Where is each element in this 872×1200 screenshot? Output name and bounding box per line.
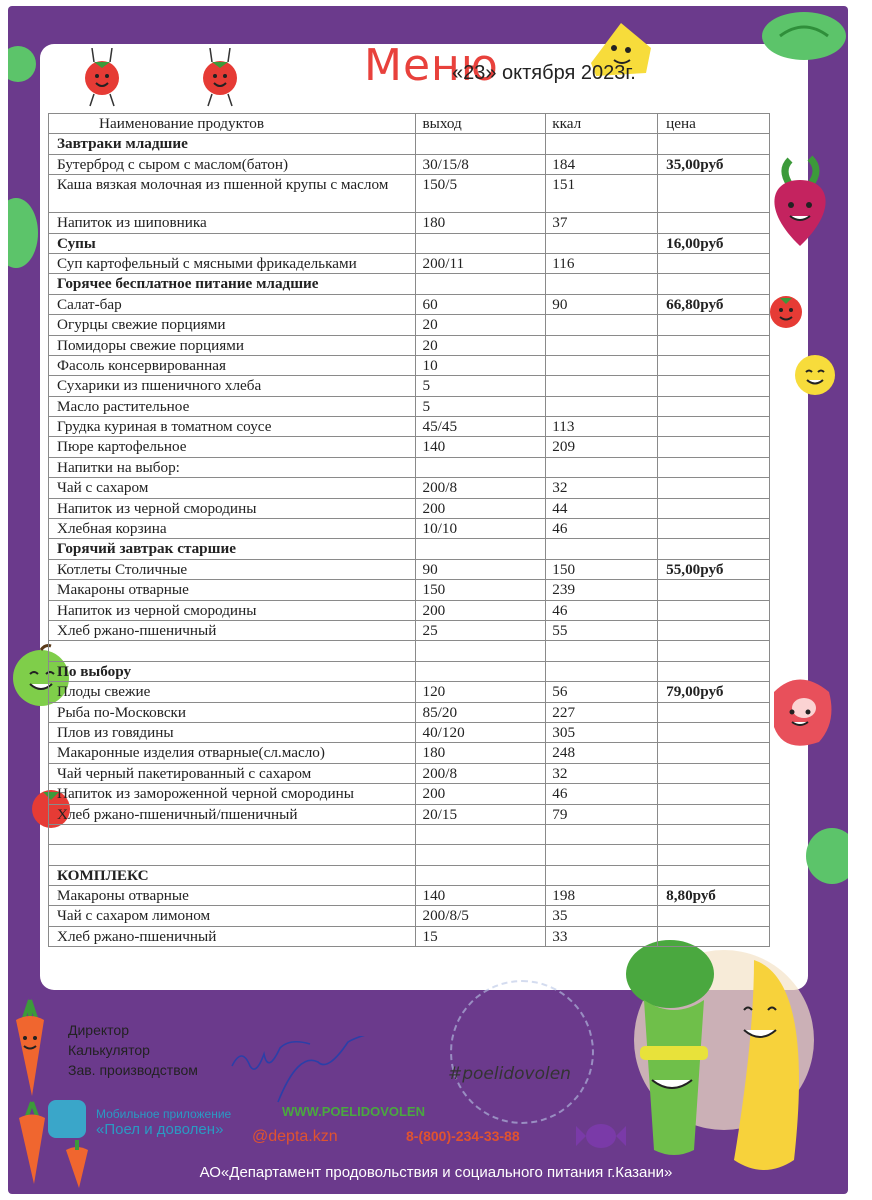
website-link[interactable]: WWW.POELIDOVOLEN <box>282 1104 425 1119</box>
item-price <box>658 784 770 804</box>
item-kcal <box>546 233 658 253</box>
item-kcal <box>546 134 658 154</box>
item-output: 180 <box>416 213 546 233</box>
header-output: выход <box>416 114 546 134</box>
item-kcal: 209 <box>546 437 658 457</box>
organization-name: АО«Департамент продовольствия и социального питания г.Казани» <box>199 1164 673 1181</box>
item-price: 66,80руб <box>658 294 770 314</box>
item-price <box>658 376 770 396</box>
item-name: Напиток из черной смородины <box>49 498 416 518</box>
app-label: Мобильное приложение <box>96 1107 232 1121</box>
item-name: По выбору <box>49 661 416 681</box>
item-kcal: 113 <box>546 417 658 437</box>
table-row <box>49 233 770 253</box>
table-row <box>49 213 770 233</box>
table-row <box>49 886 770 906</box>
item-kcal: 116 <box>546 253 658 273</box>
menu-date: «23» октября 2023г. <box>452 62 636 84</box>
item-price <box>658 355 770 375</box>
item-name <box>49 641 416 661</box>
lettuce-icon <box>8 44 36 84</box>
item-name: Макаронные изделия отварные(сл.масло) <box>49 743 416 763</box>
item-price <box>658 580 770 600</box>
item-name: Напиток из замороженной черной смородины <box>49 784 416 804</box>
item-output: 5 <box>416 376 546 396</box>
item-name: Пюре картофельное <box>49 437 416 457</box>
item-price <box>658 600 770 620</box>
item-kcal <box>546 396 658 416</box>
table-row <box>49 682 770 702</box>
item-kcal: 184 <box>546 154 658 174</box>
item-output: 45/45 <box>416 417 546 437</box>
item-price <box>658 175 770 213</box>
item-name: Плов из говядины <box>49 722 416 742</box>
item-kcal: 37 <box>546 213 658 233</box>
tomato-icon <box>766 290 806 330</box>
table-row <box>49 865 770 885</box>
item-output: 90 <box>416 559 546 579</box>
table-row <box>49 845 770 865</box>
table-row <box>49 926 770 946</box>
lemon-icon <box>792 352 838 398</box>
table-row <box>49 763 770 783</box>
item-price <box>658 478 770 498</box>
item-kcal <box>546 376 658 396</box>
table-row <box>49 743 770 763</box>
stamp <box>450 980 594 1124</box>
instagram-handle[interactable]: @depta.kzn <box>252 1128 338 1145</box>
item-kcal: 198 <box>546 886 658 906</box>
item-price <box>658 417 770 437</box>
phone-number[interactable]: 8-(800)-234-33-88 <box>406 1128 520 1144</box>
item-name: Макароны отварные <box>49 886 416 906</box>
table-row <box>49 134 770 154</box>
item-name: Рыба по-Московски <box>49 702 416 722</box>
item-kcal <box>546 865 658 885</box>
item-kcal <box>546 457 658 477</box>
table-row <box>49 539 770 559</box>
carrot-character-icon <box>10 998 50 1098</box>
item-output: 150/5 <box>416 175 546 213</box>
item-price <box>658 539 770 559</box>
table-row <box>49 396 770 416</box>
item-name: Чай с сахаром лимоном <box>49 906 416 926</box>
item-name: Напиток из шиповника <box>49 213 416 233</box>
mobile-app-promo <box>96 1106 231 1138</box>
item-kcal <box>546 539 658 559</box>
item-price <box>658 498 770 518</box>
header-kcal: ккал <box>546 114 658 134</box>
item-price <box>658 865 770 885</box>
table-row <box>49 437 770 457</box>
item-name: Чай с сахаром <box>49 478 416 498</box>
item-price: 16,00руб <box>658 233 770 253</box>
mobile-app-icon <box>48 1100 86 1138</box>
item-kcal <box>546 315 658 335</box>
item-kcal: 55 <box>546 620 658 640</box>
item-name: Завтраки младшие <box>49 134 416 154</box>
item-price <box>658 722 770 742</box>
item-name: Салат-бар <box>49 294 416 314</box>
item-output <box>416 641 546 661</box>
item-output <box>416 274 546 294</box>
item-price <box>658 763 770 783</box>
table-row <box>49 784 770 804</box>
item-output <box>416 661 546 681</box>
item-name: Напиток из черной смородины <box>49 600 416 620</box>
menu-table <box>48 113 770 947</box>
item-name: КОМПЛЕКС <box>49 865 416 885</box>
item-output: 200 <box>416 600 546 620</box>
item-output <box>416 539 546 559</box>
item-name: Суп картофельный с мясными фрикадельками <box>49 253 416 273</box>
item-price <box>658 845 770 865</box>
table-row <box>49 478 770 498</box>
item-output: 140 <box>416 886 546 906</box>
item-kcal: 46 <box>546 519 658 539</box>
table-row <box>49 702 770 722</box>
item-output <box>416 134 546 154</box>
item-name: Макароны отварные <box>49 580 416 600</box>
hashtag: #poelidovolen <box>448 1064 571 1084</box>
item-name: Грудка куриная в томатном соусе <box>49 417 416 437</box>
item-kcal <box>546 355 658 375</box>
item-kcal: 248 <box>546 743 658 763</box>
item-output: 200/8 <box>416 763 546 783</box>
table-row <box>49 355 770 375</box>
broccoli-banana-characters-icon <box>604 930 840 1188</box>
item-kcal: 150 <box>546 559 658 579</box>
item-name: Котлеты Столичные <box>49 559 416 579</box>
menu-title: Меню <box>364 40 499 91</box>
item-output: 200 <box>416 784 546 804</box>
table-row <box>49 253 770 273</box>
item-kcal: 227 <box>546 702 658 722</box>
item-price <box>658 396 770 416</box>
item-kcal: 46 <box>546 784 658 804</box>
item-price <box>658 743 770 763</box>
item-output: 200/11 <box>416 253 546 273</box>
item-kcal: 79 <box>546 804 658 824</box>
item-price <box>658 804 770 824</box>
role-director: Директор <box>68 1022 129 1038</box>
item-kcal: 35 <box>546 906 658 926</box>
item-price <box>658 253 770 273</box>
table-row <box>49 519 770 539</box>
item-price <box>658 274 770 294</box>
item-output: 5 <box>416 396 546 416</box>
item-price <box>658 519 770 539</box>
item-output: 180 <box>416 743 546 763</box>
item-price: 79,00руб <box>658 682 770 702</box>
item-name: Супы <box>49 233 416 253</box>
table-row <box>49 417 770 437</box>
item-name: Горячее бесплатное питание младшие <box>49 274 416 294</box>
item-output: 10 <box>416 355 546 375</box>
table-row <box>49 175 770 213</box>
signature-roles <box>68 1020 198 1080</box>
table-row <box>49 600 770 620</box>
table-row <box>49 335 770 355</box>
item-output <box>416 824 546 844</box>
item-kcal: 239 <box>546 580 658 600</box>
item-name: Хлеб ржано-пшеничный <box>49 926 416 946</box>
item-name: Горячий завтрак старшие <box>49 539 416 559</box>
item-kcal <box>546 335 658 355</box>
item-output <box>416 845 546 865</box>
item-kcal: 44 <box>546 498 658 518</box>
item-name: Фасоль консервированная <box>49 355 416 375</box>
item-name: Сухарики из пшеничного хлеба <box>49 376 416 396</box>
item-price <box>658 620 770 640</box>
steak-character-icon <box>764 672 834 752</box>
item-price <box>658 437 770 457</box>
item-kcal <box>546 845 658 865</box>
item-output: 200 <box>416 498 546 518</box>
item-kcal: 33 <box>546 926 658 946</box>
item-kcal: 151 <box>546 175 658 213</box>
tomato-character-icon <box>196 48 244 110</box>
table-row <box>49 661 770 681</box>
item-price <box>658 702 770 722</box>
item-output: 200/8/5 <box>416 906 546 926</box>
item-output: 85/20 <box>416 702 546 722</box>
beet-character-icon <box>760 150 840 250</box>
table-row <box>49 376 770 396</box>
item-name: Плоды свежие <box>49 682 416 702</box>
table-row <box>49 274 770 294</box>
item-price: 55,00руб <box>658 559 770 579</box>
table-row <box>49 722 770 742</box>
lettuce-icon <box>760 8 848 62</box>
table-row <box>49 804 770 824</box>
lettuce-icon <box>8 196 38 270</box>
item-name <box>49 845 416 865</box>
item-kcal <box>546 274 658 294</box>
item-price: 8,80руб <box>658 886 770 906</box>
header-price: цена <box>658 114 770 134</box>
item-output: 30/15/8 <box>416 154 546 174</box>
item-name: Чай черный пакетированный с сахаром <box>49 763 416 783</box>
item-output <box>416 865 546 885</box>
table-row <box>49 580 770 600</box>
item-output: 40/120 <box>416 722 546 742</box>
item-name: Напитки на выбор: <box>49 457 416 477</box>
item-price <box>658 824 770 844</box>
item-kcal <box>546 661 658 681</box>
table-row <box>49 641 770 661</box>
item-output: 120 <box>416 682 546 702</box>
item-price <box>658 661 770 681</box>
item-price <box>658 315 770 335</box>
item-name <box>49 824 416 844</box>
item-output: 25 <box>416 620 546 640</box>
item-price <box>658 213 770 233</box>
item-name: Хлебная корзина <box>49 519 416 539</box>
app-name: «Поел и доволен» <box>96 1121 224 1138</box>
item-kcal: 32 <box>546 763 658 783</box>
item-price <box>658 641 770 661</box>
table-row <box>49 559 770 579</box>
table-row <box>49 620 770 640</box>
item-output: 20/15 <box>416 804 546 824</box>
item-output: 20 <box>416 335 546 355</box>
candy-icon <box>574 1116 628 1156</box>
item-output <box>416 233 546 253</box>
header-name: Наименование продуктов <box>49 114 416 134</box>
item-name: Масло растительное <box>49 396 416 416</box>
table-row <box>49 154 770 174</box>
item-price <box>658 335 770 355</box>
role-calculator: Калькулятор <box>68 1042 150 1058</box>
role-production-head: Зав. производством <box>68 1062 198 1078</box>
tomato-character-icon <box>78 48 126 110</box>
item-name: Хлеб ржано-пшеничный/пшеничный <box>49 804 416 824</box>
item-output: 150 <box>416 580 546 600</box>
table-header-row <box>49 114 770 134</box>
item-kcal: 32 <box>546 478 658 498</box>
table-row <box>49 906 770 926</box>
table-row <box>49 315 770 335</box>
item-kcal: 90 <box>546 294 658 314</box>
item-name: Каша вязкая молочная из пшенной крупы с маслом <box>49 175 416 213</box>
table-row <box>49 294 770 314</box>
lettuce-icon <box>802 826 848 886</box>
table-row <box>49 498 770 518</box>
item-price <box>658 926 770 946</box>
item-output: 200/8 <box>416 478 546 498</box>
item-name: Помидоры свежие порциями <box>49 335 416 355</box>
item-kcal: 56 <box>546 682 658 702</box>
item-name: Хлеб ржано-пшеничный <box>49 620 416 640</box>
item-price <box>658 906 770 926</box>
item-output: 10/10 <box>416 519 546 539</box>
item-kcal <box>546 641 658 661</box>
item-output: 20 <box>416 315 546 335</box>
item-price <box>658 134 770 154</box>
item-output: 60 <box>416 294 546 314</box>
table-row <box>49 824 770 844</box>
item-output: 140 <box>416 437 546 457</box>
item-kcal: 305 <box>546 722 658 742</box>
table-row <box>49 457 770 477</box>
item-name: Бутерброд с сыром с маслом(батон) <box>49 154 416 174</box>
item-kcal <box>546 824 658 844</box>
handwritten-signature <box>228 1036 388 1106</box>
item-price: 35,00руб <box>658 154 770 174</box>
item-name: Огурцы свежие порциями <box>49 315 416 335</box>
item-output: 15 <box>416 926 546 946</box>
item-output <box>416 457 546 477</box>
item-price <box>658 457 770 477</box>
item-kcal: 46 <box>546 600 658 620</box>
